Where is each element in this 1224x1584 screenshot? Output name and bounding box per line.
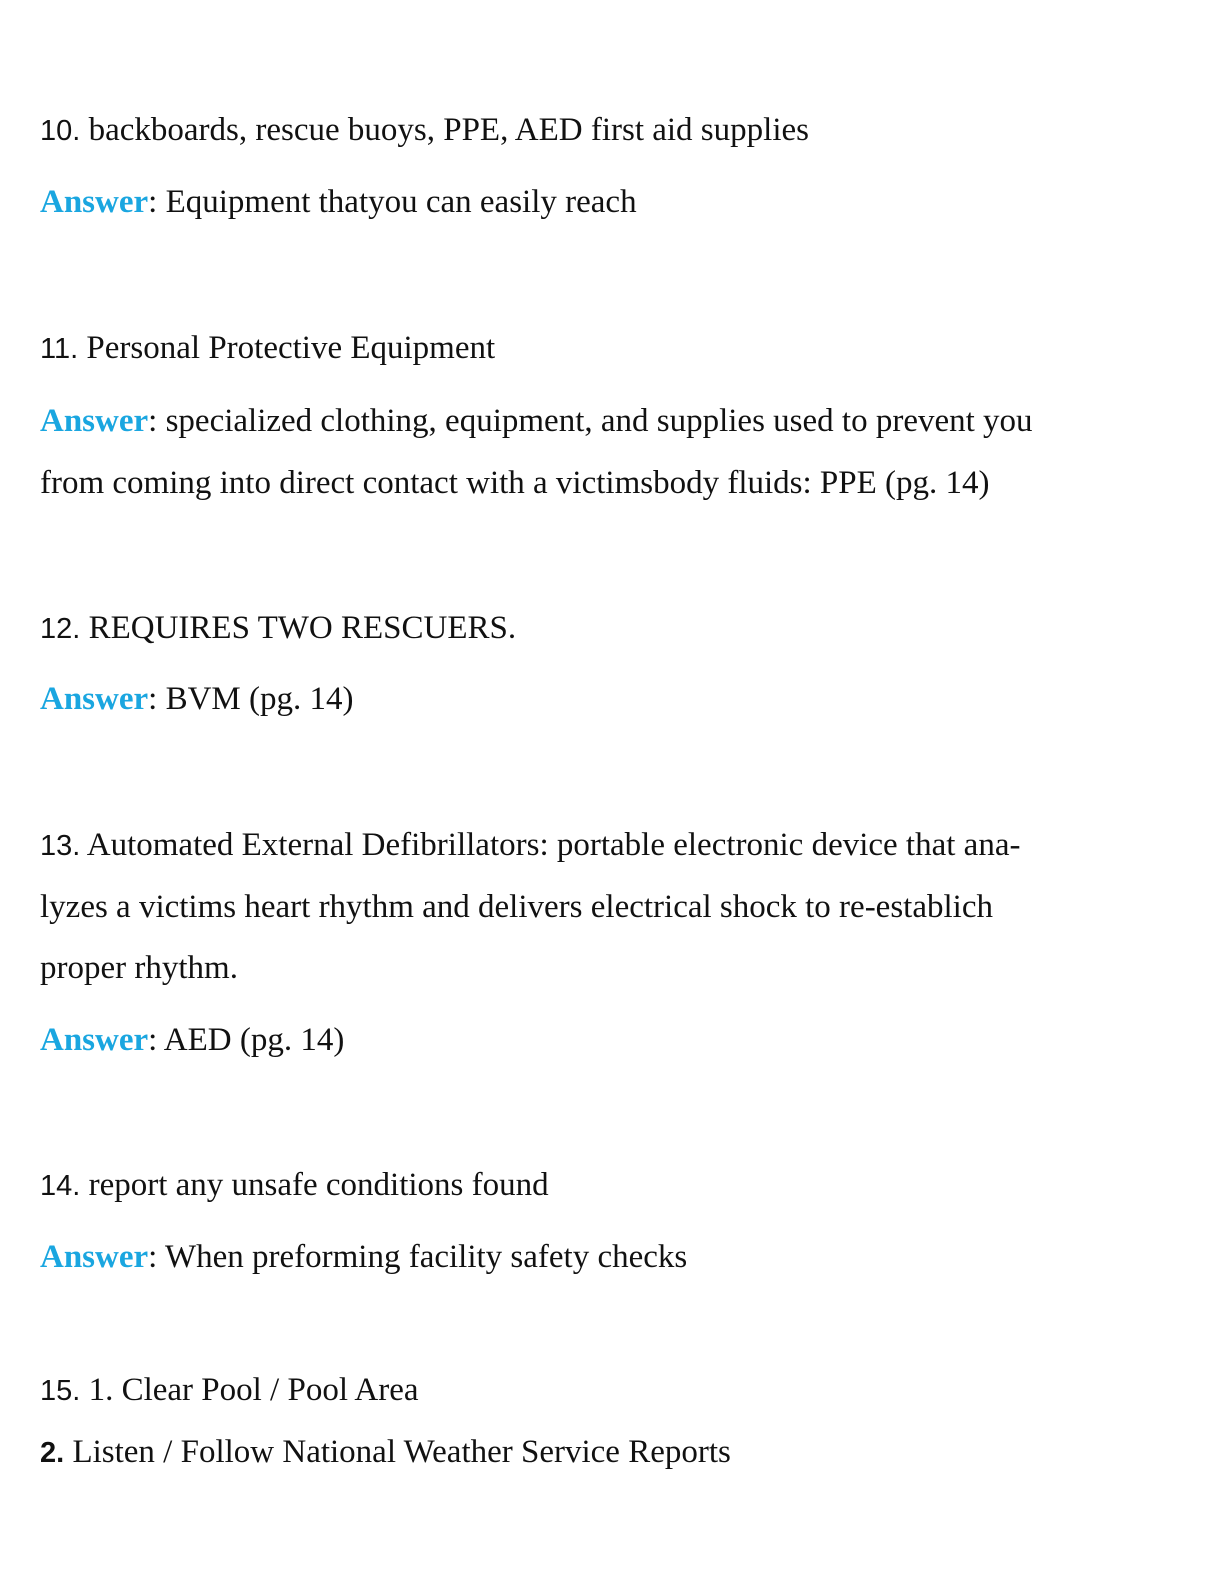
question-number: 15. bbox=[40, 1375, 81, 1407]
question-15 bbox=[40, 1370, 419, 1411]
answer-text: : BVM (pg. 14) bbox=[148, 681, 354, 717]
question-number: 11. bbox=[40, 333, 79, 365]
answer-label: Answer bbox=[40, 403, 149, 439]
answer-text: : Equipment thatyou can easily reach bbox=[148, 184, 637, 220]
question-14 bbox=[40, 1165, 549, 1206]
question-text: Personal Protective Equipment bbox=[86, 330, 496, 366]
answer-14 bbox=[40, 1237, 687, 1277]
question-number: 14. bbox=[40, 1170, 81, 1202]
list-item-text: Listen / Follow National Weather Service Reports bbox=[72, 1434, 731, 1470]
answer-text: : specialized clothing, equipment, and supplies used to prevent you bbox=[148, 403, 1033, 439]
answer-text: from coming into direct contact with a victimsbody fluids: PPE (pg. 14) bbox=[40, 465, 990, 501]
answer-label: Answer bbox=[40, 681, 149, 717]
answer-label: Answer bbox=[40, 1022, 149, 1058]
question-text: Automated External Defibrillators: portable electronic device that ana- bbox=[86, 827, 1021, 863]
answer-text: : When preforming facility safety checks bbox=[148, 1239, 688, 1275]
question-number: 12. bbox=[40, 613, 81, 645]
list-item-text: 1. Clear Pool / Pool Area bbox=[88, 1372, 419, 1408]
list-item-number: 2. bbox=[40, 1437, 65, 1469]
answer-13 bbox=[40, 1020, 344, 1060]
question-13 bbox=[40, 825, 1020, 866]
answer-text: : AED (pg. 14) bbox=[148, 1022, 345, 1058]
question-number: 13. bbox=[40, 830, 81, 862]
question-text: REQUIRES TWO RESCUERS. bbox=[88, 610, 517, 646]
answer-label: Answer bbox=[40, 1239, 149, 1275]
question-13-continued bbox=[40, 948, 238, 988]
question-11 bbox=[40, 328, 495, 369]
question-12 bbox=[40, 608, 516, 649]
question-10 bbox=[40, 110, 809, 151]
question-text: report any unsafe conditions found bbox=[88, 1167, 549, 1203]
question-text: lyzes a victims heart rhythm and delivers electrical shock to re-establich bbox=[40, 889, 993, 925]
question-13-continued bbox=[40, 887, 993, 927]
question-15-continued bbox=[40, 1432, 731, 1473]
answer-10 bbox=[40, 182, 637, 222]
answer-11 bbox=[40, 401, 1033, 441]
question-text: backboards, rescue buoys, PPE, AED first aid supplies bbox=[88, 112, 809, 148]
answer-12 bbox=[40, 679, 354, 719]
answer-label: Answer bbox=[40, 184, 149, 220]
question-text: proper rhythm. bbox=[40, 950, 238, 986]
answer-11-continued bbox=[40, 463, 990, 503]
question-number: 10. bbox=[40, 115, 81, 147]
